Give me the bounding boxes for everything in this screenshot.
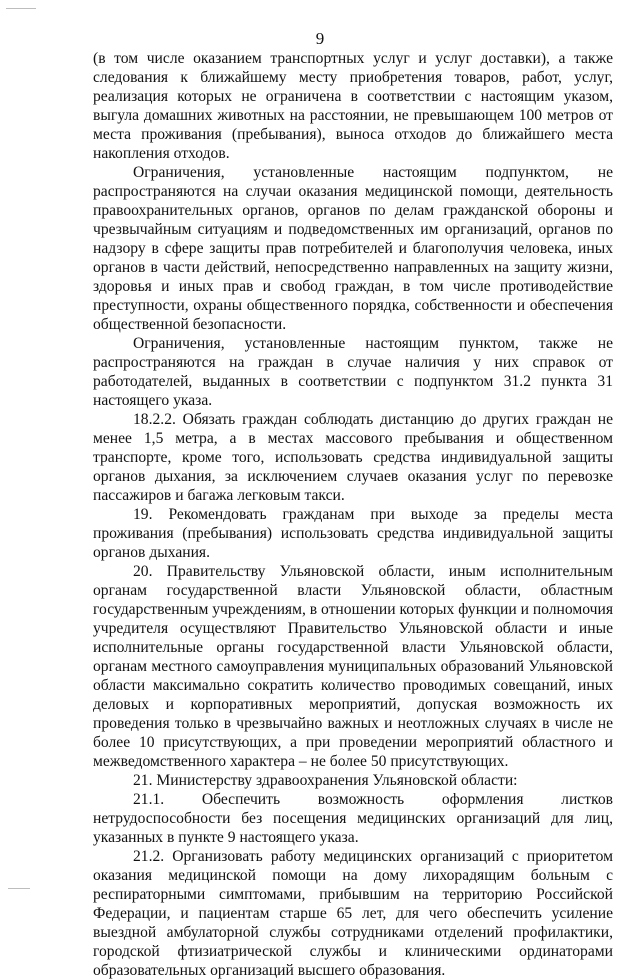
- paragraph-continuation: (в том числе оказанием транспортных услуг и услуг доставки), а также следования к ближайшему месту приобретения товаров, работ, услуг, реализация которых не ограничена в соответствии с настоящим указом, выгула домашних животных на расстоянии, не превышающем 100 метров от места проживания (пребывания), выноса отходов до ближайшего места накопления отходов.: [93, 50, 613, 162]
- page-number: 9: [315, 29, 325, 48]
- paragraph-19: 19. Рекомендовать гражданам при выходе за пределы места проживания (пребывания) использовать средства индивидуальной защиты органов дыхания.: [93, 506, 613, 561]
- paragraph-exceptions-subpoint: Ограничения, установленные настоящим подпунктом, не распространяются на случаи оказания медицинской помощи, деятельность правоохранительных органов, органов по делам гражданской обороны и чрезвычайным ситуациям и подведомственных им организаций, органов по надзору в сфере защиты прав потребителей и благополучия человека, иных органов в части действий, непосредственно направленных на защиту жизни, здоровья и иных прав и свобод граждан, в том числе противодействие преступности, охраны общественного порядка, собственности и обеспечения общественной безопасности.: [93, 164, 613, 333]
- paragraph-21-2: 21.2. Организовать работу медицинских организаций с приоритетом оказания медицинской помощи на дому лихорадящим больным с респираторными симптомами, прибывшим на территорию Российской Федерации, и пациентам старше 65 лет, для чего обеспечить усиление выездной амбулаторной службы сотрудниками отделений профилактики, городской фтизиатрической службы и клиническими ординаторами образовательных организаций высшего образования.: [93, 848, 613, 979]
- paragraph-exceptions-employer-certificates: Ограничения, установленные настоящим пунктом, также не распространяются на граждан в случае наличия у них справок от работодателей, выданных в соответствии с подпунктом 31.2 пункта 31 настоящего указа.: [93, 335, 613, 409]
- scan-artifact-bottom-left: [8, 888, 30, 889]
- paragraph-18-2-2: 18.2.2. Обязать граждан соблюдать дистанцию до других граждан не менее 1,5 метра, а в местах массового пребывания и общественном транспорте, кроме того, использовать средства индивидуальной защиты органов дыхания, за исключением случаев оказания услуг по перевозке пассажиров и багажа легковым такси.: [93, 411, 613, 504]
- scan-artifact-top-left: [6, 8, 36, 9]
- paragraph-20: 20. Правительству Ульяновской области, иным исполнительным органам государственной власти Ульяновской области, областным государственным учреждениям, в отношении которых функции и полномочия учредителя осуществляют Правительство Ульяновской области и иные исполнительные органы государственной власти Ульяновской области, органам местного самоуправления муниципальных образований Ульяновской области максимально сократить количество проводимых совещаний, иных деловых и корпоративных мероприятий, допуская возможность их проведения только в чрезвычайно важных и неотложных случаях в числе не более 10 присутствующих, а при проведении мероприятий областного и межведомственного характера – не более 50 присутствующих.: [93, 563, 613, 770]
- document-body: [93, 49, 613, 980]
- paragraph-21-1: 21.1. Обеспечить возможность оформления листков нетрудоспособности без посещения медицинских организаций для лиц, указанных в пункте 9 настоящего указа.: [93, 791, 613, 846]
- paragraph-21: 21. Министерству здравоохранения Ульяновской области:: [133, 772, 518, 789]
